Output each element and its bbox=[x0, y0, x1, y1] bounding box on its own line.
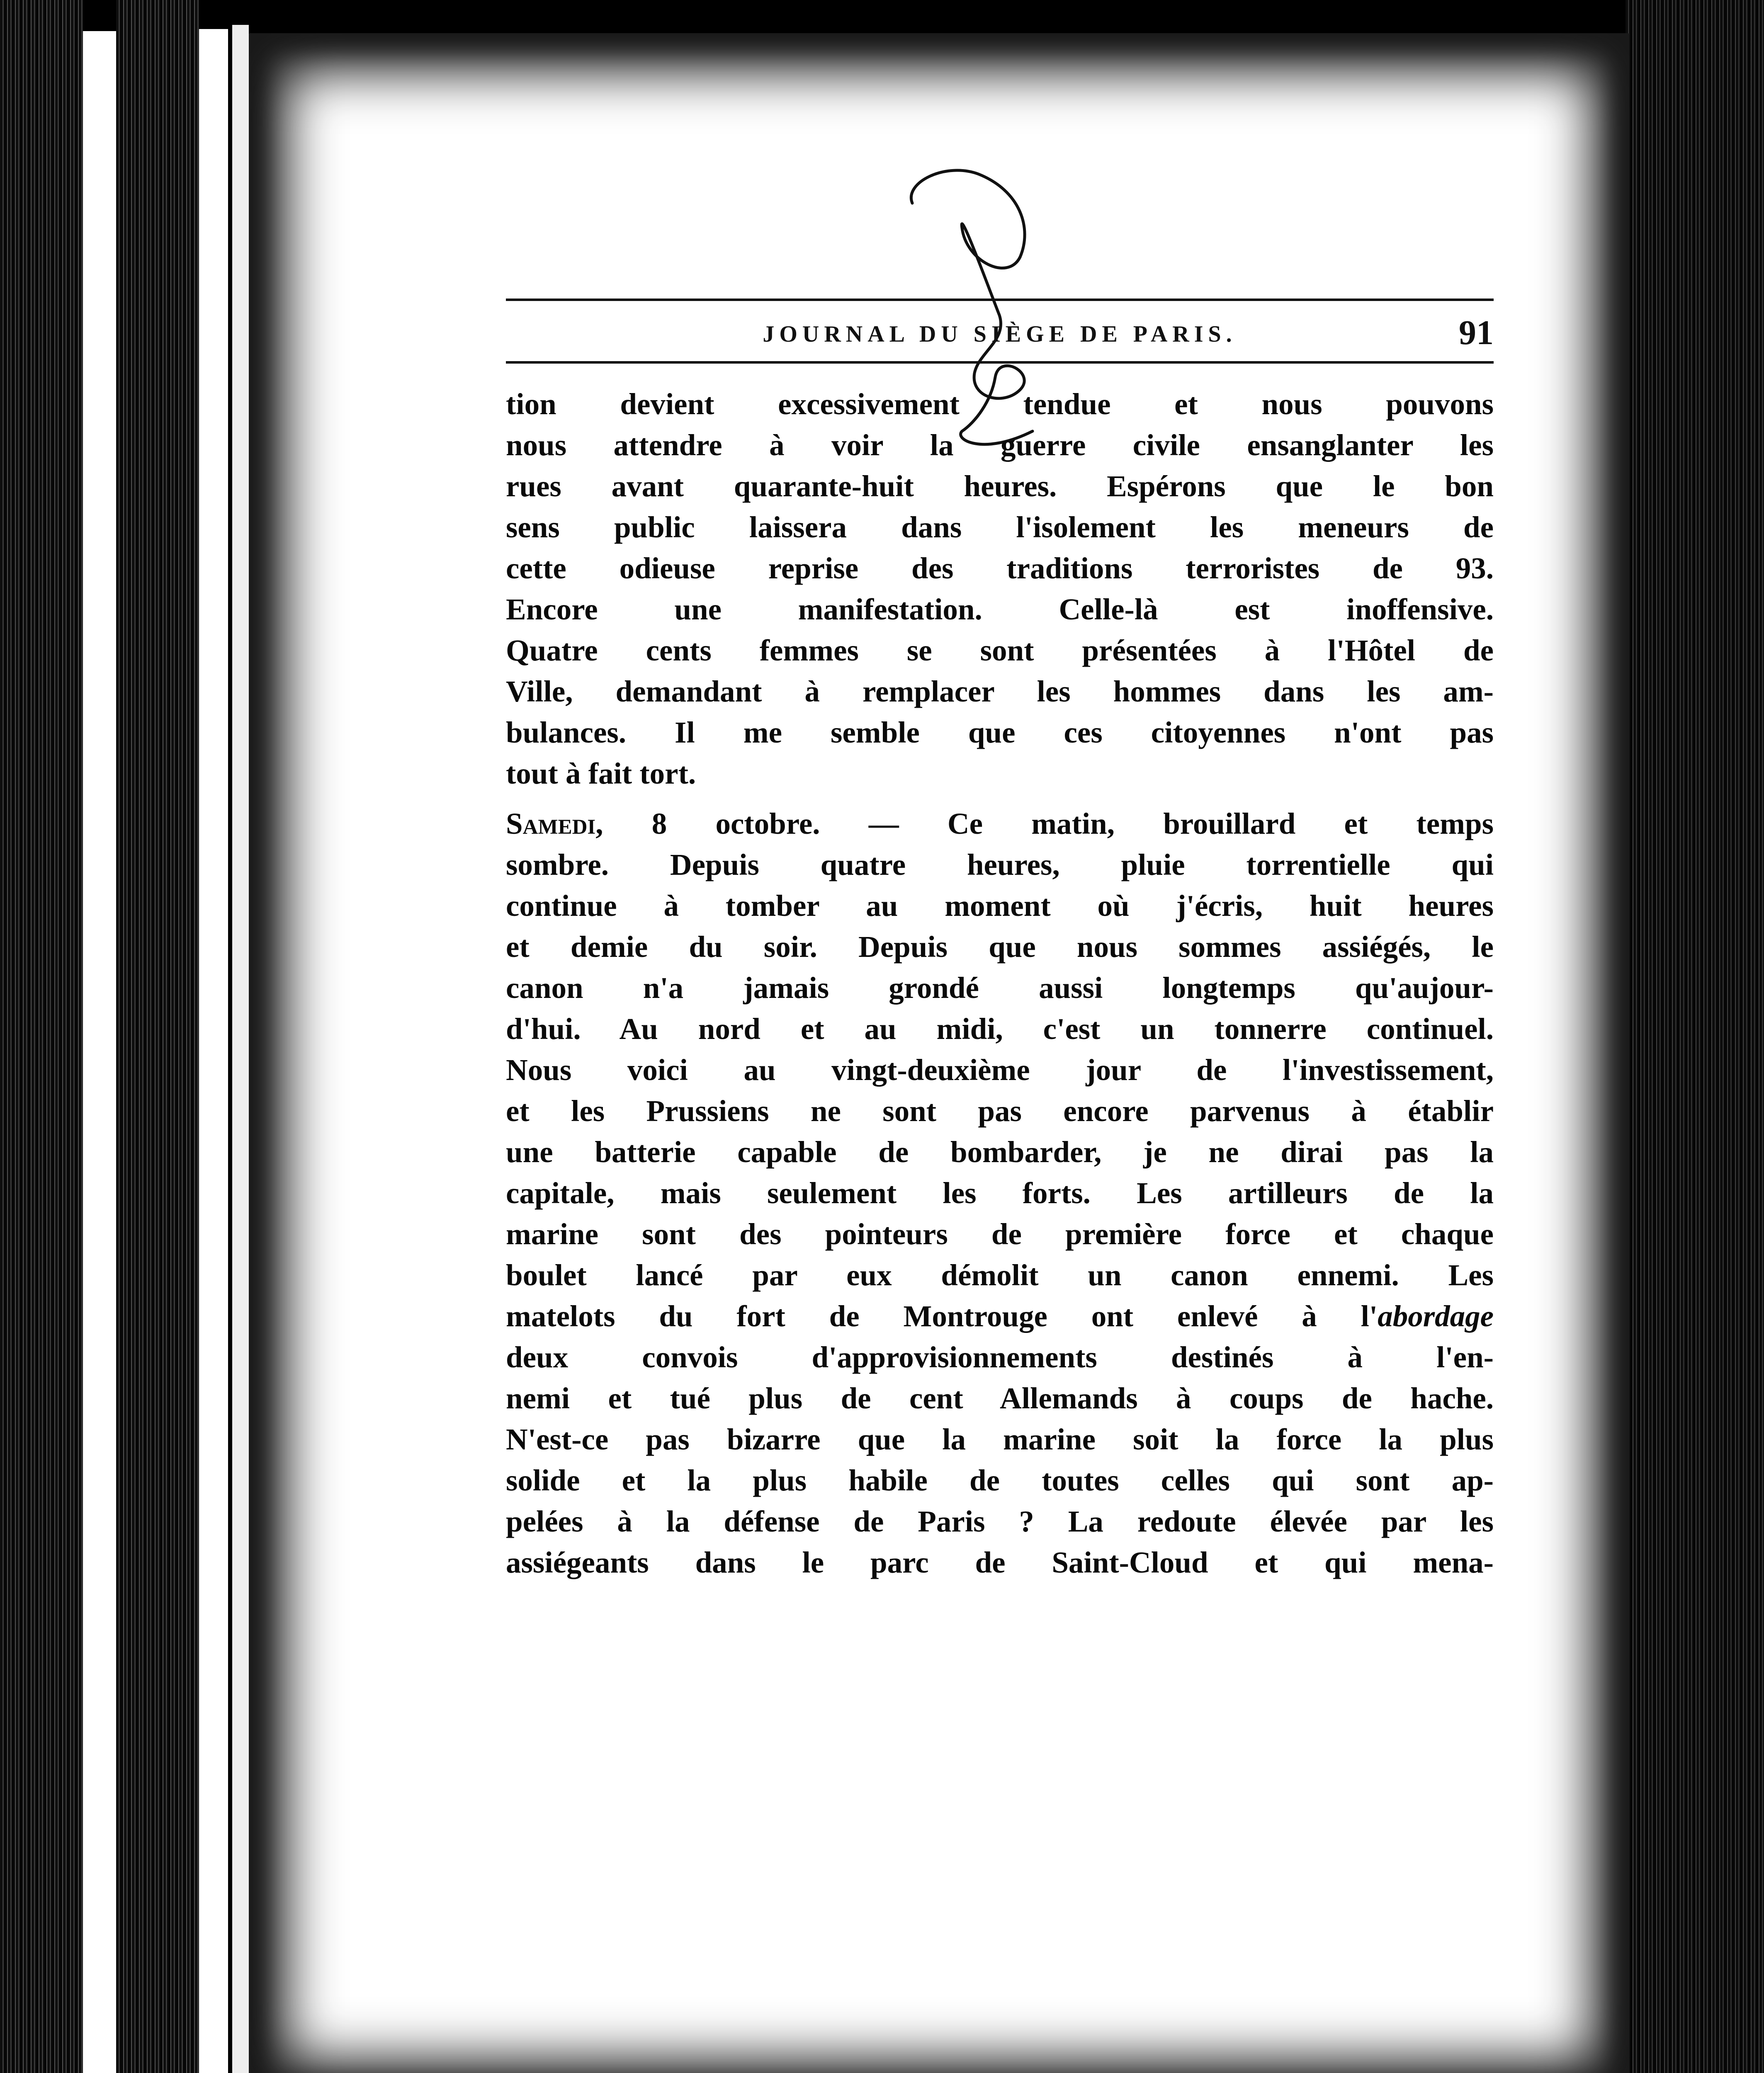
text-line: d'hui. Au nord et au midi, c'est un tonnerre continuel. bbox=[506, 1012, 1494, 1046]
text-line-paragraph-start bbox=[506, 803, 1494, 844]
text-line bbox=[506, 1296, 1494, 1337]
text-line: rues avant quarante-huit heures. Espérons que le bon bbox=[506, 469, 1494, 503]
text-line: et demie du soir. Depuis que nous sommes assiégés, le bbox=[506, 930, 1494, 964]
text-fragment: matelots du fort de Montrouge ont enlevé à l' bbox=[506, 1299, 1378, 1333]
text-line: N'est-ce pas bizarre que la marine soit la force la plus bbox=[506, 1422, 1494, 1456]
header-rule-bottom bbox=[506, 361, 1494, 364]
italic-word: abordage bbox=[1378, 1299, 1494, 1333]
page-header bbox=[506, 301, 1494, 361]
book-page bbox=[249, 33, 1630, 2073]
scan-edge-strip bbox=[232, 25, 249, 2073]
text-line: Encore une manifestation. Celle-là est inoffensive. bbox=[506, 592, 1494, 626]
text-line: Nous voici au vingt-deuxième jour de l'investissement, bbox=[506, 1053, 1494, 1087]
text-line: pelées à la défense de Paris ? La redoute élevée par les bbox=[506, 1505, 1494, 1538]
text-block bbox=[506, 299, 1494, 1583]
text-line: nous attendre à voir la guerre civile ensanglanter les bbox=[506, 428, 1494, 462]
text-line: capitale, mais seulement les forts. Les artilleurs de la bbox=[506, 1176, 1494, 1210]
scan-noise-left bbox=[0, 0, 83, 2073]
text-line: canon n'a jamais grondé aussi longtemps qu'aujour- bbox=[506, 971, 1494, 1005]
text-line: et les Prussiens ne sont pas encore parvenus à établir bbox=[506, 1094, 1494, 1128]
scan-edge-strip bbox=[199, 29, 228, 2073]
scan-noise-right bbox=[1626, 0, 1764, 2073]
text-line: nemi et tué plus de cent Allemands à coups de hache. bbox=[506, 1381, 1494, 1415]
text-line: bulances. Il me semble que ces citoyennes n'ont pas bbox=[506, 716, 1494, 749]
text-line: sens public laissera dans l'isolement les meneurs de bbox=[506, 510, 1494, 544]
text-line: continue à tomber au moment où j'écris, huit heures bbox=[506, 889, 1494, 922]
scan-noise-middle bbox=[116, 0, 199, 2073]
text-line: tion devient excessivement tendue et nous pouvons bbox=[506, 387, 1494, 421]
date-heading: Samedi bbox=[506, 807, 596, 840]
scan-edge-strip bbox=[83, 31, 116, 2073]
body-text bbox=[506, 384, 1494, 1583]
text-line: cette odieuse reprise des traditions terroristes de 93. bbox=[506, 551, 1494, 585]
text-line: deux convois d'approvisionnements destinés à l'en- bbox=[506, 1340, 1494, 1374]
text-line: boulet lancé par eux démolit un canon ennemi. Les bbox=[506, 1258, 1494, 1292]
text-line: une batterie capable de bombarder, je ne dirai pas la bbox=[506, 1135, 1494, 1169]
text-fragment: , 8 octobre. — Ce matin, brouillard et temps bbox=[595, 807, 1494, 840]
text-line: solide et la plus habile de toutes celles qui sont ap- bbox=[506, 1464, 1494, 1497]
text-line: assiégeants dans le parc de Saint-Cloud et qui mena- bbox=[506, 1546, 1494, 1579]
text-line: Ville, demandant à remplacer les hommes dans les am- bbox=[506, 675, 1494, 708]
text-line: tout à fait tort. bbox=[506, 757, 696, 790]
page-number: 91 bbox=[1459, 313, 1494, 352]
running-title: JOURNAL DU SIÈGE DE PARIS. bbox=[763, 321, 1237, 347]
text-line: Quatre cents femmes se sont présentées à l'Hôtel de bbox=[506, 634, 1494, 667]
text-line: marine sont des pointeurs de première force et chaque bbox=[506, 1217, 1494, 1251]
text-line: sombre. Depuis quatre heures, pluie torrentielle qui bbox=[506, 848, 1494, 881]
